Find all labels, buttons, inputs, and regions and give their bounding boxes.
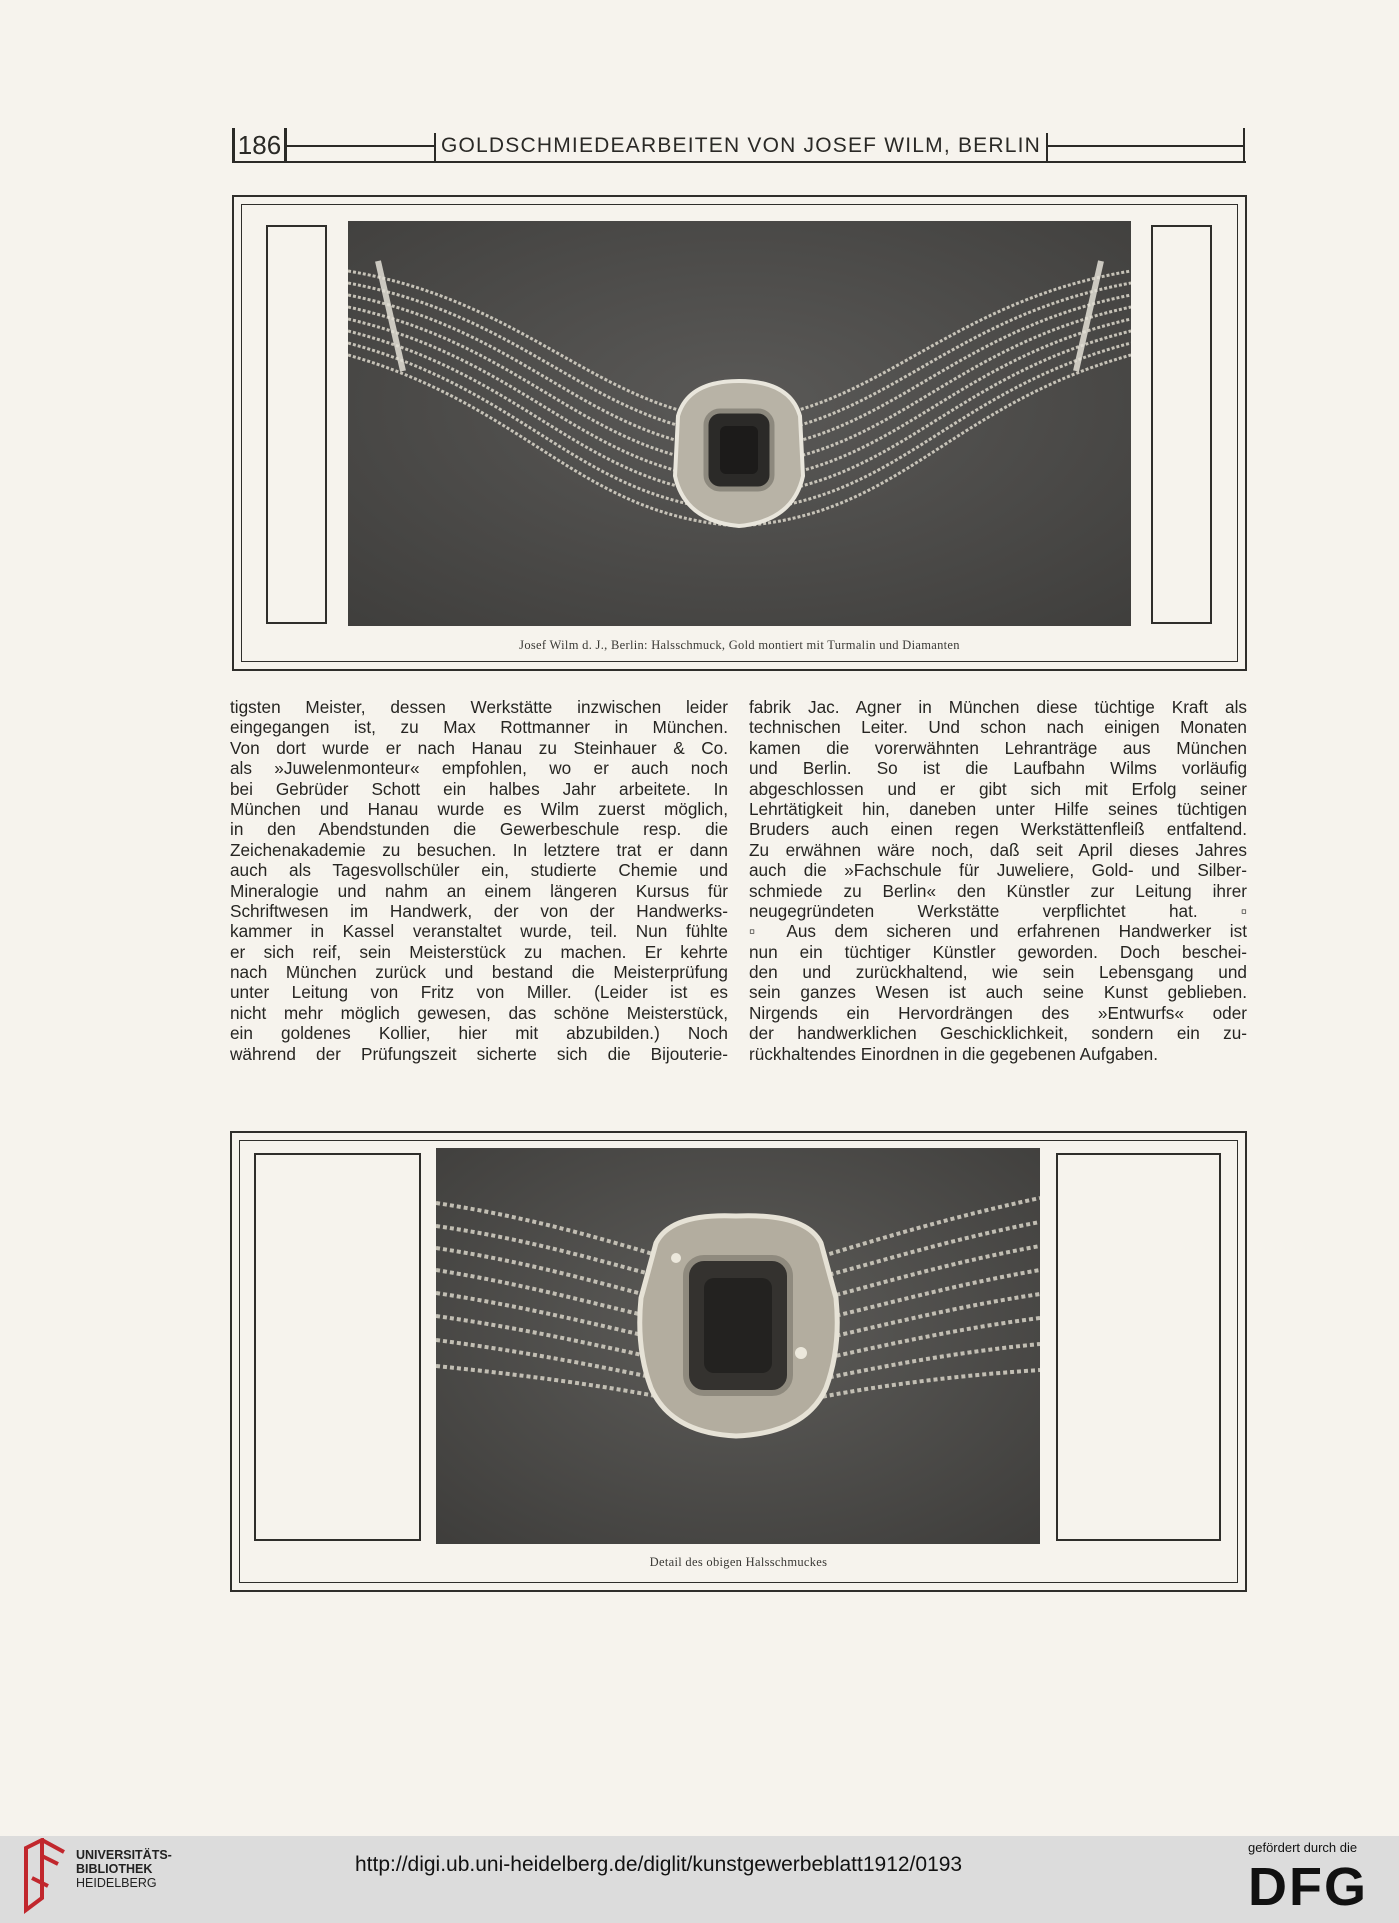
text-column-left xyxy=(230,697,728,1064)
text-line: nicht mehr möglich gewesen, das schöne Meisterstück, xyxy=(230,1002,728,1023)
text-line: Lehrtätigkeit hin, daneben unter Hilfe seines tüchtigen xyxy=(749,798,1247,819)
header-tick xyxy=(1046,133,1048,163)
text-line: den und zurückhaltend, wie sein Lebensgang und xyxy=(749,962,1247,983)
text-line: unter Leitung von Fritz von Miller. (Leider ist es xyxy=(230,982,728,1003)
text-line: Von dort wurde er nach Hanau zu Steinhauer & Co. xyxy=(230,737,728,758)
detail-pendant xyxy=(640,1216,838,1436)
library-name xyxy=(76,1848,172,1890)
text-line: München und Hanau wurde es Wilm zuerst möglich, xyxy=(230,798,728,819)
figure-bottom-caption: Detail des obigen Halsschmuckes xyxy=(649,1555,828,1569)
figure-top-caption: Josef Wilm d. J., Berlin: Halsschmuck, Gold montiert mit Turmalin und Diamanten xyxy=(519,638,960,652)
library-line: UNIVERSITÄTS- xyxy=(76,1848,172,1862)
figure-bottom-right-box xyxy=(1056,1153,1221,1541)
detail-illustration xyxy=(436,1148,1040,1544)
text-line: auch als Tagesvollschüler ein, studierte Chemie und xyxy=(230,860,728,881)
text-column-right xyxy=(749,697,1247,1064)
text-line: Zu erwähnen wäre noch, daß seit April dieses Jahres xyxy=(749,839,1247,860)
detail-photo xyxy=(436,1148,1040,1544)
text-line: während der Prüfungszeit sicherte sich die Bijouterie- xyxy=(230,1043,728,1064)
source-url-link[interactable]: http://digi.ub.uni-heidelberg.de/diglit/kunstgewerbeblatt1912/0193 xyxy=(355,1853,963,1876)
figure-top-right-box xyxy=(1151,225,1212,624)
pendant-setting xyxy=(675,381,803,526)
page-number: 186 xyxy=(232,128,287,162)
text-line: nach München zurück und bestand die Meisterprüfung xyxy=(230,962,728,983)
figure-top-left-box xyxy=(266,225,327,624)
text-line: rückhaltendes Einordnen in die gegebenen Aufgaben. xyxy=(749,1043,1159,1064)
running-title: GOLDSCHMIEDEARBEITEN VON JOSEF WILM, BERLIN xyxy=(440,134,1042,157)
text-line: Mineralogie und nahm an einem längeren Kursus für xyxy=(230,880,728,901)
text-line: als »Juwelenmonteur« empfohlen, wo er auch noch xyxy=(230,758,728,779)
text-line: kamen die vorerwähnten Lehranträge aus München xyxy=(749,737,1247,758)
library-line: HEIDELBERG xyxy=(76,1876,157,1890)
text-line: in den Abendstunden die Gewerbeschule resp. die xyxy=(230,819,728,840)
funding-label: gefördert durch die xyxy=(1248,1840,1358,1855)
text-line: Nirgends ein Hervordrängen des »Entwurfs« oder xyxy=(749,1002,1247,1023)
text-line: neugegründeten Werkstätte verpflichtet hat. ▫ xyxy=(749,900,1247,921)
text-line: Zeichenakademie zu besuchen. In letztere trat er dann xyxy=(230,839,728,860)
text-line: eingegangen ist, zu Max Rottmanner in München. xyxy=(230,717,728,738)
text-line: ein goldenes Kollier, hier mit abzubilden.) Noch xyxy=(230,1023,728,1044)
dfg-logo: DFG xyxy=(1248,1857,1368,1917)
header-tick xyxy=(1243,128,1245,162)
text-line: ▫ Aus dem sicheren und erfahrenen Handwerker ist xyxy=(749,921,1247,942)
text-line: fabrik Jac. Agner in München diese tüchtige Kraft als xyxy=(749,697,1247,717)
text-line: der handwerklichen Geschicklichkeit, sondern ein zu- xyxy=(749,1023,1247,1044)
text-line: sein ganzes Wesen ist auch seine Kunst geblieben. xyxy=(749,982,1247,1003)
text-line: schmiede zu Berlin« den Künstler zur Leitung ihrer xyxy=(749,880,1247,901)
text-line: tigsten Meister, dessen Werkstätte inzwischen leider xyxy=(230,697,728,717)
text-line: Bruders auch einen regen Werkstättenfleiß entfaltend. xyxy=(749,819,1247,840)
header-rule-left xyxy=(287,145,435,147)
text-line: bei Gebrüder Schott ein halbes Jahr arbeitete. In xyxy=(230,778,728,799)
ub-logo-icon xyxy=(18,1838,70,1916)
library-line: BIBLIOTHEK xyxy=(76,1862,153,1876)
necklace-illustration xyxy=(348,221,1131,626)
text-line: technischen Leiter. Und schon nach einigen Monaten xyxy=(749,717,1247,738)
text-line: kammer in Kassel veranstaltet wurde, teil. Nun fühlte xyxy=(230,921,728,942)
text-line: nun ein tüchtiger Künstler geworden. Doch beschei- xyxy=(749,941,1247,962)
text-line: abgeschlossen und er gibt sich mit Erfolg seiner xyxy=(749,778,1247,799)
figure-bottom-left-box xyxy=(254,1153,421,1541)
text-line: auch die »Fachschule für Juweliere, Gold- und Silber- xyxy=(749,860,1247,881)
footer-band xyxy=(0,1836,1399,1923)
header-underline xyxy=(232,161,1246,163)
necklace-photo xyxy=(348,221,1131,626)
header-rule-right xyxy=(1048,145,1244,147)
text-line: und Berlin. So ist die Laufbahn Wilms vorläufig xyxy=(749,758,1247,779)
text-line: er sich reif, sein Meisterstück zu machen. Er kehrte xyxy=(230,941,728,962)
text-line: Schriftwesen im Handwerk, der von der Handwerks- xyxy=(230,900,728,921)
